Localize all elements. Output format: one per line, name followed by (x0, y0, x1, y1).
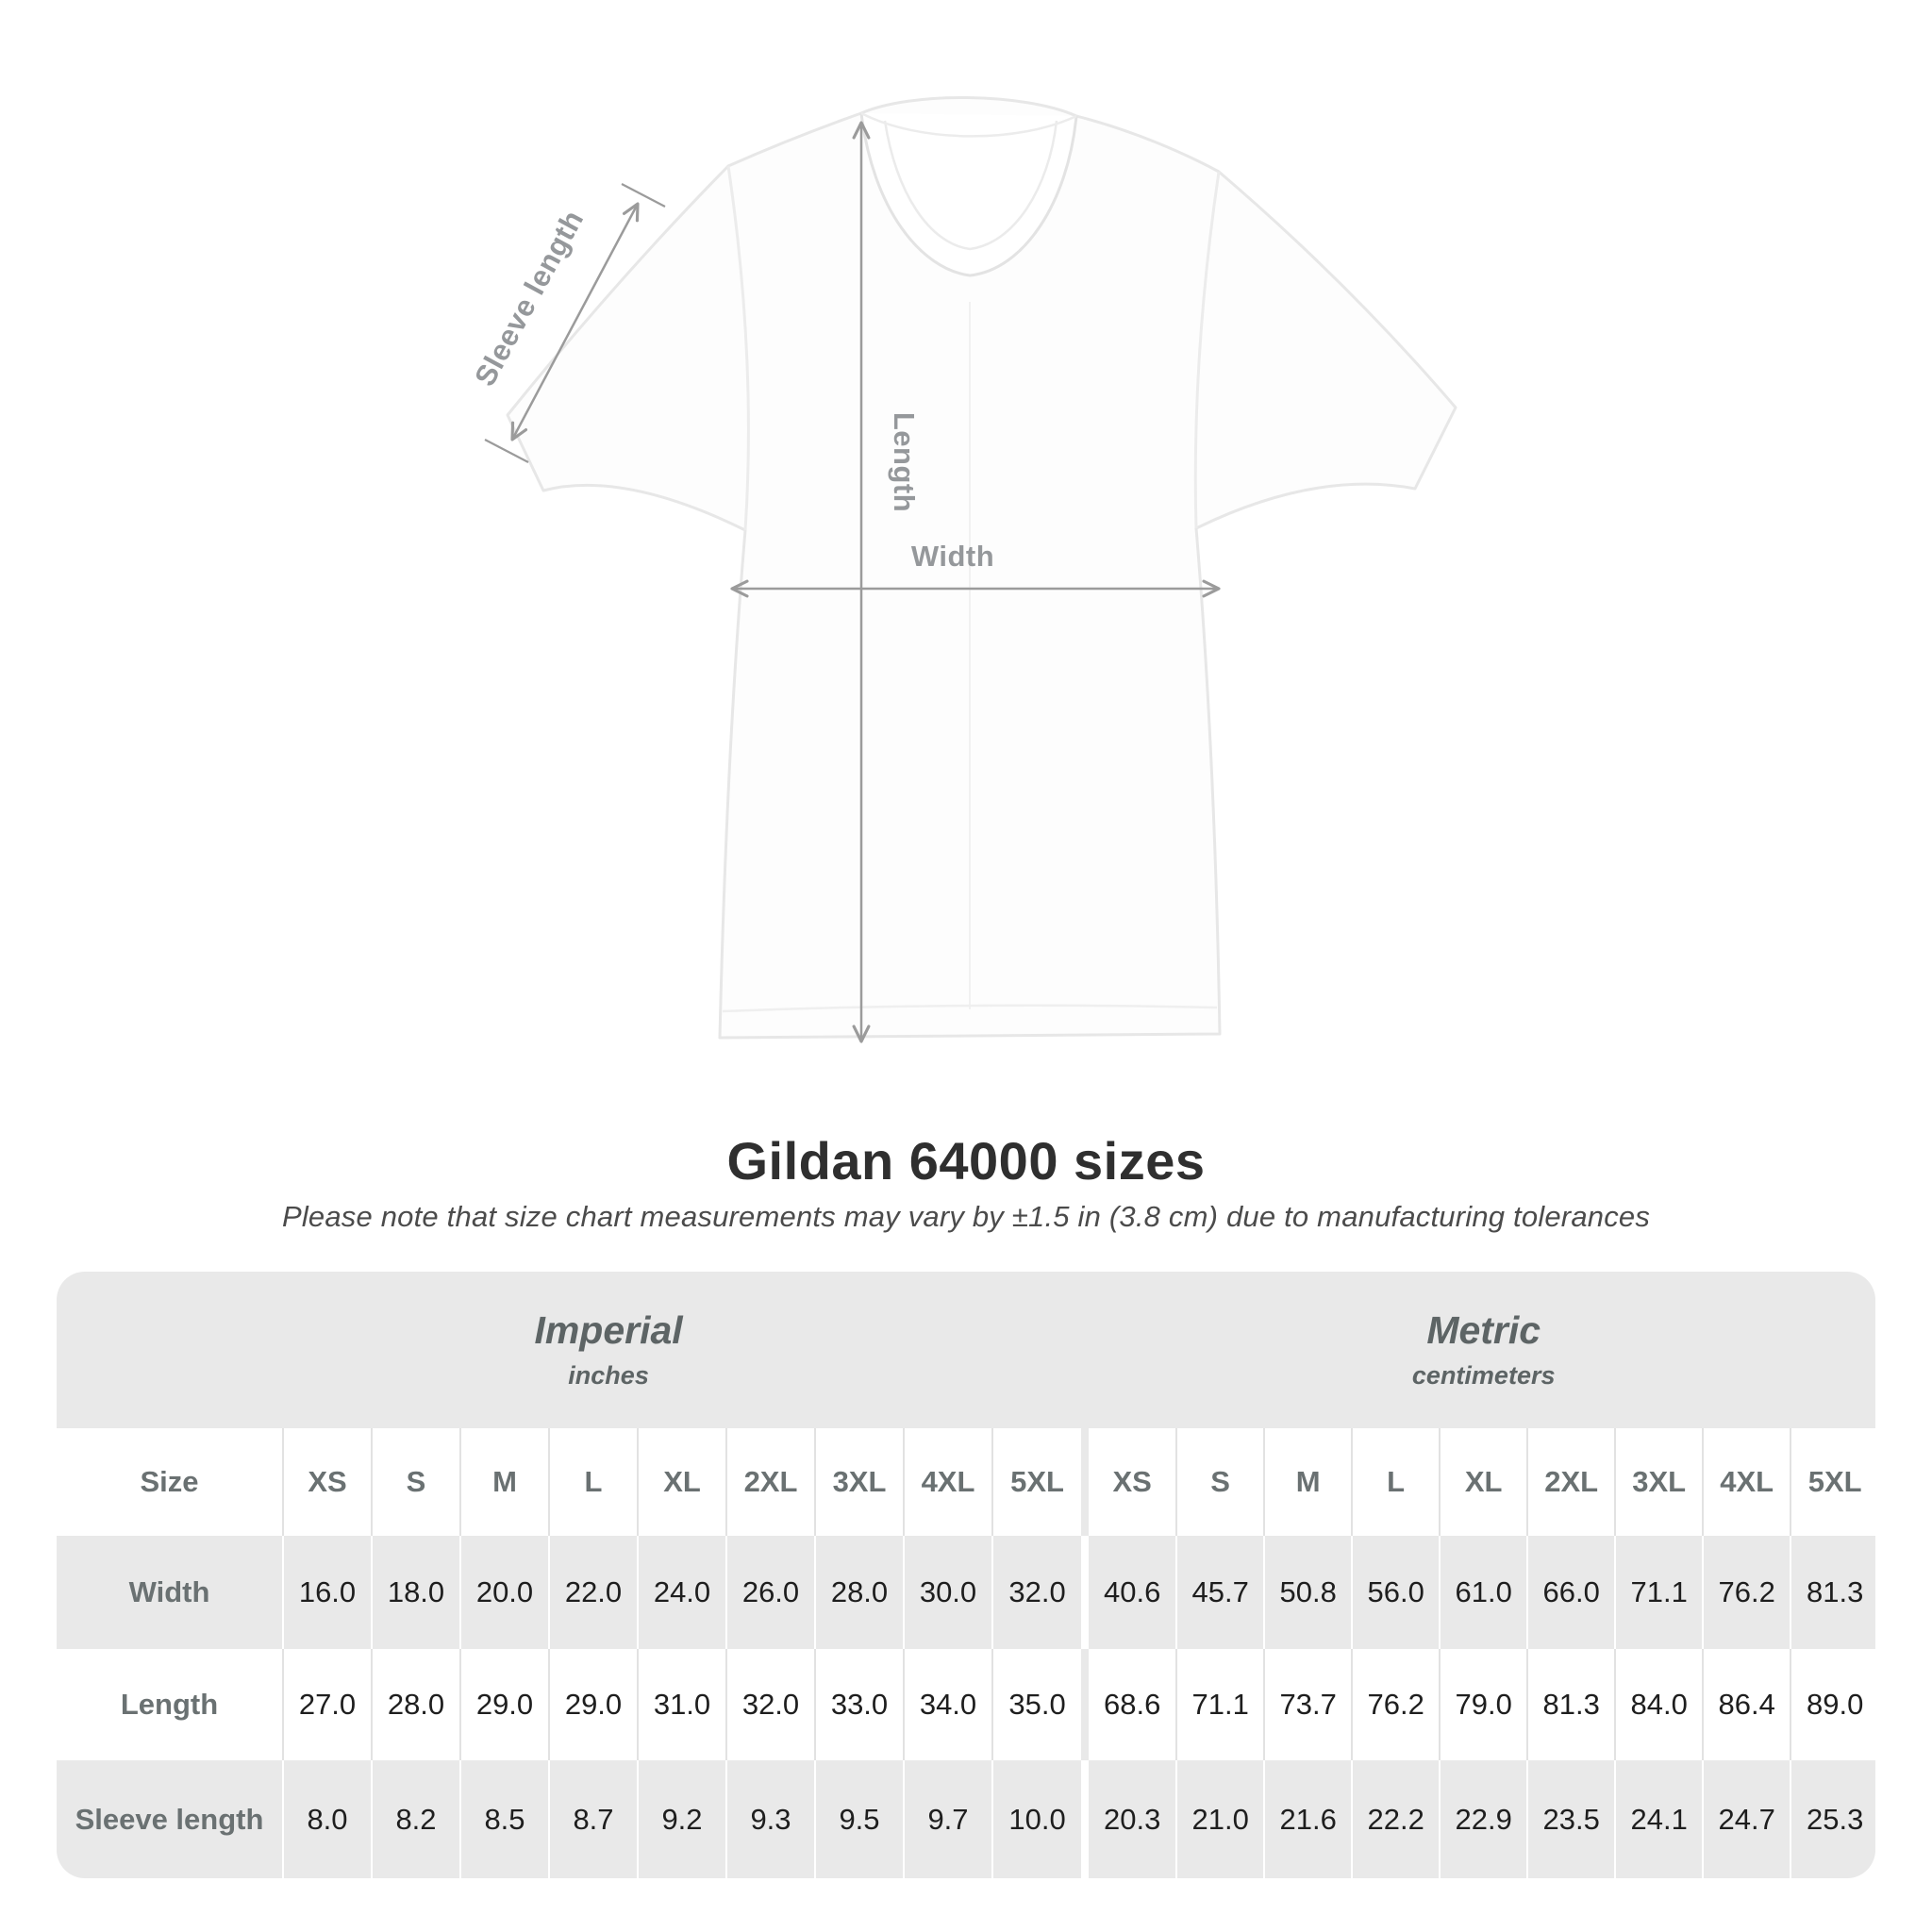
section-gap (1081, 1760, 1089, 1878)
metric-section-label: Metric (1426, 1308, 1541, 1352)
value-sleeve-length-metric-m: 21.6 (1264, 1760, 1352, 1878)
tolerance-note: Please note that size chart measurements may vary by ±1.5 in (3.8 cm) due to manufacturing tolerances (281, 1200, 1651, 1233)
value-sleeve-length-metric-xs: 20.3 (1103, 1802, 1161, 1836)
value-width-imperial-2xl: 26.0 (726, 1536, 815, 1649)
value-width-metric-4xl: 76.2 (1703, 1536, 1790, 1649)
width-dimension-label: Width (910, 540, 995, 573)
section-gap (1081, 1272, 1089, 1428)
size-col-metric-4xl: 4XL (1703, 1428, 1790, 1536)
section-gap (1081, 1428, 1089, 1536)
value-width-imperial-5xl: 32.0 (992, 1536, 1081, 1649)
size-col-metric-3xl: 3XL (1615, 1428, 1703, 1536)
sleeve-length-dimension-label: Sleeve length (468, 204, 591, 392)
value-width-imperial-xl: 24.0 (638, 1536, 726, 1649)
value-sleeve-length-imperial-m: 8.5 (460, 1760, 549, 1878)
value-width-metric-m: 50.8 (1264, 1536, 1352, 1649)
value-length-metric-l: 76.2 (1352, 1649, 1440, 1760)
imperial-section-unit: inches (568, 1361, 649, 1390)
value-width-metric-2xl: 66.0 (1527, 1536, 1615, 1649)
value-sleeve-length-metric-l: 22.2 (1352, 1760, 1440, 1878)
size-col-metric-s: S (1176, 1428, 1264, 1536)
value-length-imperial-s: 28.0 (372, 1649, 460, 1760)
size-col-imperial-xs: XS (283, 1428, 372, 1536)
length-dimension-label: Length (888, 411, 921, 513)
value-width-metric-xl: 61.0 (1440, 1536, 1527, 1649)
value-width-imperial-xs: 16.0 (283, 1536, 372, 1649)
page-title: Gildan 64000 sizes (726, 1131, 1206, 1191)
value-length-metric-xs: 68.6 (1103, 1688, 1161, 1721)
value-sleeve-length-metric-xl: 22.9 (1440, 1760, 1527, 1878)
value-sleeve-length-imperial-l: 8.7 (549, 1760, 638, 1878)
sleeve-dimension-tick-top (622, 184, 665, 207)
measurement-row-sleeve-length (57, 1760, 1875, 1878)
value-length-metric-m: 73.7 (1264, 1649, 1352, 1760)
value-length-imperial-m: 29.0 (460, 1649, 549, 1760)
size-col-metric-m: M (1264, 1428, 1352, 1536)
units-header-row (57, 1272, 1875, 1428)
value-sleeve-length-metric-2xl: 23.5 (1527, 1760, 1615, 1878)
value-sleeve-length-imperial-2xl: 9.3 (726, 1760, 815, 1878)
imperial-section-header (57, 1272, 1081, 1428)
value-length-metric-3xl: 84.0 (1615, 1649, 1703, 1760)
value-width-imperial-s: 18.0 (372, 1536, 460, 1649)
value-length-imperial-l: 29.0 (549, 1649, 638, 1760)
value-length-metric-xl: 79.0 (1440, 1649, 1527, 1760)
value-sleeve-length-imperial-5xl: 10.0 (992, 1760, 1081, 1878)
size-chart-table-wrap (57, 1272, 1875, 1878)
value-width-metric-3xl: 71.1 (1615, 1536, 1703, 1649)
value-width-imperial-4xl: 30.0 (904, 1536, 992, 1649)
size-col-imperial-m: M (460, 1428, 549, 1536)
value-length-metric-2xl: 81.3 (1527, 1649, 1615, 1760)
value-width-metric-s: 45.7 (1176, 1536, 1264, 1649)
value-length-imperial-xl: 31.0 (638, 1649, 726, 1760)
value-length-metric-4xl: 86.4 (1703, 1649, 1790, 1760)
value-width-metric-l: 56.0 (1352, 1536, 1440, 1649)
value-length-metric-s: 71.1 (1176, 1649, 1264, 1760)
size-row-label: Size (140, 1465, 199, 1498)
value-length-imperial-4xl: 34.0 (904, 1649, 992, 1760)
size-col-imperial-2xl: 2XL (726, 1428, 815, 1536)
row-label-width: Width (128, 1575, 210, 1608)
value-width-imperial-3xl: 28.0 (815, 1536, 904, 1649)
value-sleeve-length-metric-3xl: 24.1 (1615, 1760, 1703, 1878)
imperial-section-label: Imperial (534, 1308, 683, 1352)
measurement-row-width (57, 1536, 1875, 1649)
size-col-imperial-xl: XL (638, 1428, 726, 1536)
value-length-imperial-3xl: 33.0 (815, 1649, 904, 1760)
row-label-length: Length (120, 1688, 219, 1721)
metric-section-header (1089, 1272, 1875, 1428)
value-sleeve-length-metric-s: 21.0 (1176, 1760, 1264, 1878)
value-sleeve-length-imperial-3xl: 9.5 (815, 1760, 904, 1878)
value-length-imperial-2xl: 32.0 (726, 1649, 815, 1760)
size-col-metric-5xl: 5XL (1790, 1428, 1875, 1536)
value-sleeve-length-imperial-4xl: 9.7 (904, 1760, 992, 1878)
value-sleeve-length-metric-5xl: 25.3 (1790, 1760, 1875, 1878)
value-width-metric-xs: 40.6 (1103, 1575, 1161, 1608)
size-col-imperial-4xl: 4XL (904, 1428, 992, 1536)
row-label-sleeve-length: Sleeve length (75, 1802, 264, 1836)
size-col-metric-2xl: 2XL (1527, 1428, 1615, 1536)
value-length-metric-5xl: 89.0 (1790, 1649, 1875, 1760)
value-sleeve-length-imperial-s: 8.2 (372, 1760, 460, 1878)
size-col-metric-xs: XS (1112, 1465, 1152, 1498)
size-col-metric-l: L (1352, 1428, 1440, 1536)
value-width-imperial-l: 22.0 (549, 1536, 638, 1649)
size-col-metric-xl: XL (1440, 1428, 1527, 1536)
value-width-imperial-m: 20.0 (460, 1536, 549, 1649)
size-col-imperial-s: S (372, 1428, 460, 1536)
value-length-imperial-5xl: 35.0 (992, 1649, 1081, 1760)
value-sleeve-length-metric-4xl: 24.7 (1703, 1760, 1790, 1878)
value-width-metric-5xl: 81.3 (1790, 1536, 1875, 1649)
size-chart-table (57, 1272, 1875, 1878)
value-sleeve-length-imperial-xs: 8.0 (283, 1760, 372, 1878)
size-col-imperial-5xl: 5XL (992, 1428, 1081, 1536)
section-gap (1081, 1649, 1089, 1760)
metric-section-unit: centimeters (1411, 1361, 1556, 1390)
value-sleeve-length-imperial-xl: 9.2 (638, 1760, 726, 1878)
measurement-row-length (57, 1649, 1875, 1760)
size-header-row (57, 1428, 1875, 1536)
size-col-imperial-3xl: 3XL (815, 1428, 904, 1536)
size-col-imperial-l: L (549, 1428, 638, 1536)
section-gap (1081, 1536, 1089, 1649)
value-length-imperial-xs: 27.0 (283, 1649, 372, 1760)
